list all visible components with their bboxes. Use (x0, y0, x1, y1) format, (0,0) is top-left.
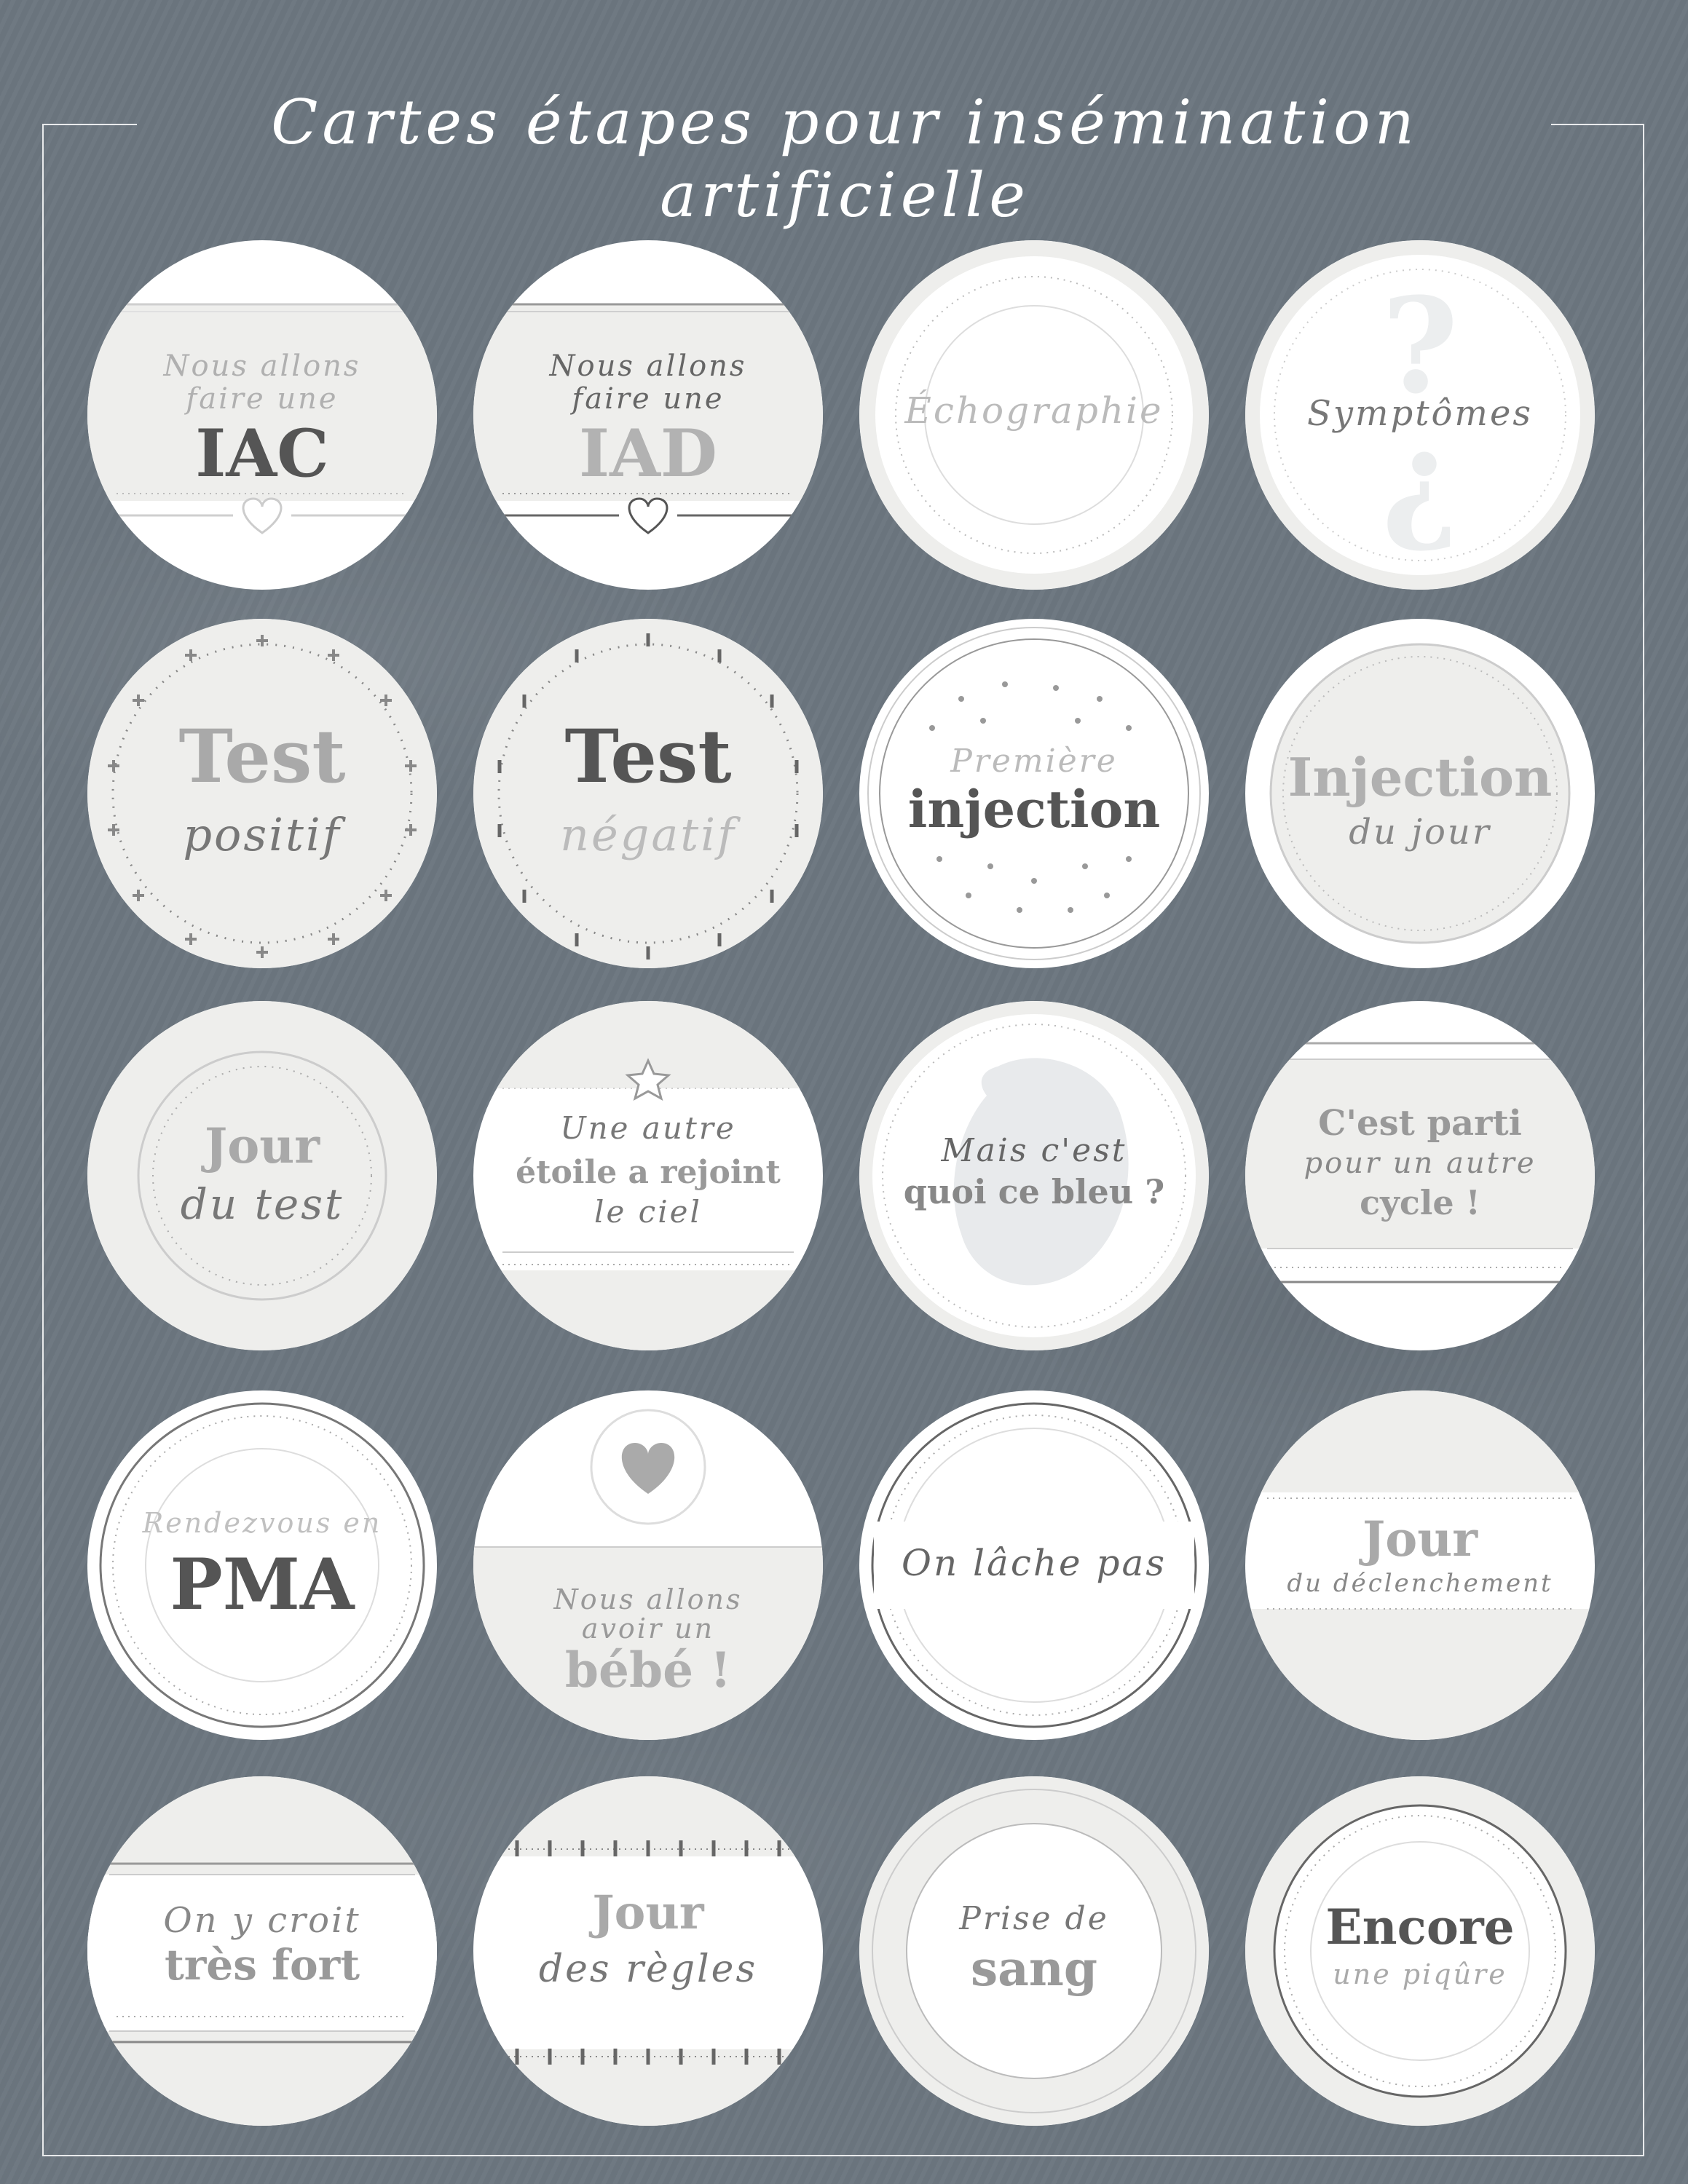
card-injection-jour (1245, 619, 1595, 968)
card-line1: Prise de (959, 1900, 1109, 1937)
card-sub: du déclenchement (1287, 1569, 1553, 1598)
card-test-positif (87, 619, 437, 968)
card-main: PMA (170, 1543, 355, 1626)
heart-outline-icon (473, 240, 823, 590)
card-line1: Nous allons (163, 349, 361, 383)
card-line1: Nous allons (553, 1583, 743, 1615)
card-croit-fort (87, 1776, 437, 2126)
card-main: Échographie (904, 389, 1164, 432)
card-sub: du test (180, 1179, 344, 1229)
card-main: IAD (579, 415, 717, 492)
card-main: IAC (195, 415, 329, 492)
card-line2: le ciel (594, 1194, 702, 1230)
card-line1: Mais c'est (941, 1132, 1127, 1169)
card-prise-sang (859, 1776, 1209, 2126)
card-main: étoile a rejoint (516, 1154, 781, 1191)
card-main: On lâche pas (901, 1542, 1167, 1584)
card-declenchement (1245, 1390, 1595, 1740)
card-main: C'est parti (1318, 1103, 1522, 1144)
card-sub: positif (183, 808, 342, 861)
card-main: Jour (1362, 1511, 1478, 1567)
card-line1: Nous allons (549, 349, 747, 383)
card-bebe (473, 1390, 823, 1740)
card-premiere-injection (859, 619, 1209, 968)
heart-outline-icon (87, 240, 437, 590)
card-main: bébé ! (564, 1642, 732, 1698)
card-pma (87, 1390, 437, 1740)
card-line1: Première (950, 743, 1118, 780)
card-line2: faire une (186, 382, 339, 416)
card-line1: On y croit (163, 1900, 361, 1941)
card-iad (473, 240, 823, 590)
card-sub: une piqûre (1333, 1958, 1507, 1990)
card-etoile (473, 1001, 823, 1350)
card-line1: Une autre (560, 1110, 736, 1146)
card-main: Symptômes (1307, 393, 1533, 434)
question-mark-icon: ? (1381, 269, 1459, 423)
page-title: Cartes étapes pour insémination artificielle (271, 87, 1419, 231)
card-sub: du jour (1349, 812, 1491, 852)
card-main: Test (178, 713, 346, 799)
card-main: Injection (1287, 746, 1553, 808)
card-line2: avoir un (581, 1613, 715, 1645)
card-sub: négatif (560, 808, 736, 861)
card-main: injection (907, 779, 1161, 839)
card-piqure (1245, 1776, 1595, 2126)
card-main: Encore (1325, 1899, 1515, 1955)
card-main: Test (564, 713, 732, 799)
card-main: très fort (164, 1940, 360, 1990)
card-test-negatif (473, 619, 823, 968)
card-iac (87, 240, 437, 590)
card-main: sang (970, 1940, 1098, 1997)
question-mark-inverted-icon: ? (1381, 422, 1459, 576)
card-nouveau-cycle (1245, 1001, 1595, 1350)
card-jour-test (87, 1001, 437, 1350)
card-lache-pas (859, 1390, 1209, 1740)
card-line1: pour un autre (1304, 1147, 1537, 1180)
card-regles (473, 1776, 823, 2126)
card-sub: des règles (538, 1947, 758, 1991)
card-echographie (859, 240, 1209, 590)
card-bleu (859, 1001, 1209, 1350)
card-line2: faire une (572, 382, 725, 416)
card-line1: Rendezvous en (142, 1507, 382, 1539)
card-main: Jour (592, 1886, 704, 1940)
card-main: quoi ce bleu ? (903, 1172, 1165, 1211)
card-symptomes (1245, 240, 1595, 590)
card-line2: cycle ! (1360, 1183, 1480, 1222)
card-main: Jour (204, 1117, 320, 1174)
